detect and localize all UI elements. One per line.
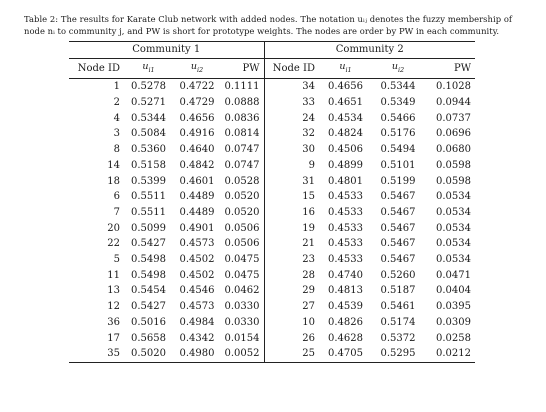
cell-node-id-c2: 19 [302, 222, 315, 234]
cell-u-i2-c1: 0.4573 [179, 301, 215, 313]
cell-pw-c2: 0.0258 [436, 332, 471, 344]
table-row [69, 283, 475, 299]
cell-pw-c2: 0.0534 [436, 206, 471, 218]
cell-node-id-c1: 3 [113, 128, 120, 140]
cell-node-id-c2: 21 [302, 238, 315, 250]
cell-u-i1-c2: 0.4533 [328, 238, 363, 250]
cell-u-i2-c1: 0.4342 [179, 332, 215, 344]
cell-node-id-c1: 36 [107, 316, 120, 328]
col-node-id-2: Node ID [264, 58, 319, 79]
cell-u-i1-c1: 0.5278 [131, 81, 166, 93]
cell-pw-c2: 0.0534 [436, 254, 471, 266]
cell-pw-c1: 0.0747 [221, 158, 264, 174]
table-row [69, 174, 475, 190]
cell-u-i2-c1: 0.4842 [179, 159, 215, 171]
cell-pw-c1: 0.0528 [221, 174, 264, 190]
cell-node-id-c1: 12 [107, 301, 120, 313]
cell-pw-c2: 0.0944 [436, 97, 471, 108]
cell-u-i2-c1: 0.4640 [179, 144, 215, 156]
cell-u-i1-c1: 0.5511 [131, 191, 166, 203]
cell-u-i1-c1: 0.5084 [131, 128, 166, 140]
cell-u-i1-c2: 0.4628 [328, 332, 363, 344]
cell-node-id-c2: 16 [302, 206, 315, 218]
cell-u-i1-c1: 0.5658 [131, 332, 166, 344]
cell-pw-c1: 0.0836 [221, 111, 264, 127]
cell-u-i2-c1: 0.4502 [179, 254, 215, 266]
cell-u-i2-c1: 0.4546 [179, 285, 215, 297]
cell-node-id-c1: 35 [69, 346, 124, 362]
table-row [69, 236, 475, 252]
table-row [69, 126, 475, 142]
cell-u-i2-c1: 0.4901 [179, 222, 215, 234]
cell-u-i2-c2: 0.5101 [380, 159, 416, 171]
cell-u-i1-c2: 0.4651 [328, 97, 363, 108]
cell-pw-c1: 0.0888 [221, 95, 264, 111]
cell-node-id-c1: 22 [107, 238, 120, 250]
cell-u-i1-c1: 0.5099 [131, 222, 166, 234]
col-u-i1-2: $u_{i1}$ [319, 58, 372, 79]
table-row [69, 142, 475, 158]
cell-node-id-c2: 33 [302, 97, 315, 108]
cell-u-i2-c1: 0.4656 [179, 112, 215, 124]
caption-line-2: node nᵢ to community j, and PW is short for prototype weights. The nodes are order by PW in each community. [24, 26, 500, 36]
cell-u-i1-c2: 0.4539 [328, 301, 363, 313]
cell-u-i1-c1: 0.5020 [124, 346, 173, 362]
cell-node-id-c2: 27 [302, 301, 315, 313]
cell-u-i1-c1: 0.5016 [131, 316, 166, 328]
cell-pw-c1: 0.0052 [221, 346, 264, 362]
cell-pw-c2: 0.0598 [436, 175, 471, 187]
cell-pw-c1: 0.0475 [221, 252, 264, 268]
cell-u-i2-c1: 0.4722 [179, 81, 215, 93]
caption-line-1: Table 2: The results for Karate Club network with added nodes. The notation uᵢⱼ denotes the fuzzy membership of [24, 14, 513, 24]
cell-pw-c1: 0.0462 [221, 283, 264, 299]
col-u-i1-1: $u_{i1}$ [124, 58, 173, 79]
cell-u-i2-c2: 0.5260 [380, 269, 416, 281]
cell-node-id-c2: 9 [308, 159, 315, 171]
table-row [69, 268, 475, 284]
cell-node-id-c1: 5 [113, 254, 120, 266]
cell-u-i1-c2: 0.4534 [328, 112, 363, 124]
table-row [69, 111, 475, 127]
cell-u-i1-c2: 0.4656 [328, 81, 363, 93]
cell-u-i2-c1: 0.4984 [179, 316, 215, 328]
cell-node-id-c1: 17 [107, 332, 120, 344]
cell-node-id-c1: 6 [113, 191, 120, 203]
cell-node-id-c2: 23 [302, 254, 315, 266]
cell-node-id-c2: 25 [264, 346, 319, 362]
cell-u-i2-c1: 0.4729 [179, 97, 215, 108]
cell-u-i1-c2: 0.4533 [328, 191, 363, 203]
cell-u-i2-c2: 0.5199 [380, 175, 416, 187]
table-row [69, 79, 475, 95]
cell-node-id-c2: 15 [302, 191, 315, 203]
cell-pw-c1: 0.0747 [221, 142, 264, 158]
cell-node-id-c2: 30 [302, 144, 315, 156]
cell-pw-c2: 0.0309 [436, 316, 471, 328]
cell-u-i2-c2: 0.5494 [380, 144, 416, 156]
cell-u-i1-c2: 0.4813 [328, 285, 363, 297]
cell-u-i1-c1: 0.5498 [131, 254, 166, 266]
cell-pw-c2: 0.0534 [436, 191, 471, 203]
results-table [69, 41, 475, 363]
cell-pw-c1: 0.0330 [221, 299, 264, 315]
cell-node-id-c1: 7 [113, 206, 120, 218]
cell-u-i1-c2: 0.4740 [328, 269, 363, 281]
cell-u-i1-c2: 0.4533 [328, 254, 363, 266]
cell-node-id-c1: 8 [113, 144, 120, 156]
community-2-header: Community 2 [264, 42, 475, 59]
cell-u-i1-c1: 0.5344 [131, 112, 166, 124]
cell-node-id-c2: 28 [302, 269, 315, 281]
cell-u-i1-c1: 0.5271 [131, 97, 166, 108]
table-row [69, 158, 475, 174]
cell-node-id-c2: 26 [302, 332, 315, 344]
cell-u-i1-c2: 0.4533 [328, 222, 363, 234]
cell-pw-c2: 0.0737 [436, 112, 471, 124]
table-row [69, 95, 475, 111]
table-row [69, 315, 475, 331]
community-1-header: Community 1 [69, 42, 264, 59]
cell-u-i1-c2: 0.4801 [328, 175, 363, 187]
cell-node-id-c2: 29 [302, 285, 315, 297]
cell-u-i1-c1: 0.5427 [131, 301, 166, 313]
cell-pw-c2: 0.0680 [436, 144, 471, 156]
cell-pw-c1: 0.0506 [221, 236, 264, 252]
cell-u-i1-c2: 0.4705 [319, 346, 372, 362]
cell-u-i1-c2: 0.4533 [328, 206, 363, 218]
table-row [69, 189, 475, 205]
col-u-i2-1: $u_{i2}$ [173, 58, 221, 79]
cell-u-i2-c2: 0.5466 [380, 112, 416, 124]
cell-u-i2-c2: 0.5349 [380, 97, 416, 108]
cell-node-id-c2: 32 [302, 128, 315, 140]
cell-pw-c1: 0.0814 [221, 126, 264, 142]
col-u-i2-2: $u_{i2}$ [372, 58, 424, 79]
cell-pw-c2: 0.0534 [436, 238, 471, 250]
cell-pw-c1: 0.1111 [221, 79, 264, 95]
cell-u-i2-c1: 0.4489 [179, 206, 215, 218]
cell-u-i2-c2: 0.5467 [380, 254, 416, 266]
cell-pw-c2: 0.0471 [436, 269, 471, 281]
cell-u-i2-c2: 0.5467 [380, 238, 416, 250]
cell-pw-c2: 0.0404 [436, 285, 471, 297]
cell-node-id-c1: 11 [107, 269, 120, 281]
cell-u-i2-c2: 0.5344 [380, 81, 416, 93]
cell-pw-c2: 0.0696 [436, 128, 471, 140]
cell-node-id-c1: 14 [107, 159, 120, 171]
cell-node-id-c2: 10 [302, 316, 315, 328]
cell-node-id-c2: 31 [302, 175, 315, 187]
table-row [69, 205, 475, 221]
table-row [69, 221, 475, 237]
cell-pw-c1: 0.0520 [221, 205, 264, 221]
table-row [69, 331, 475, 347]
col-pw-1: PW [221, 58, 264, 79]
col-pw-2: PW [424, 58, 475, 79]
cell-u-i2-c2: 0.5174 [380, 316, 416, 328]
table-row [69, 252, 475, 268]
cell-u-i2-c2: 0.5467 [380, 206, 416, 218]
cell-u-i1-c2: 0.4506 [328, 144, 363, 156]
cell-u-i2-c1: 0.4489 [179, 191, 215, 203]
cell-u-i1-c1: 0.5511 [131, 206, 166, 218]
table-row [69, 346, 475, 362]
table-row [69, 299, 475, 315]
cell-pw-c1: 0.0506 [221, 221, 264, 237]
table-body [69, 79, 475, 363]
cell-u-i2-c2: 0.5176 [380, 128, 416, 140]
cell-pw-c1: 0.0154 [221, 331, 264, 347]
cell-pw-c1: 0.0330 [221, 315, 264, 331]
cell-node-id-c1: 2 [113, 97, 120, 108]
cell-node-id-c1: 1 [113, 81, 120, 93]
cell-u-i2-c2: 0.5187 [380, 285, 416, 297]
cell-u-i2-c1: 0.4502 [179, 269, 215, 281]
table-caption [24, 13, 524, 37]
cell-u-i1-c1: 0.5454 [131, 285, 166, 297]
cell-u-i2-c1: 0.4573 [179, 238, 215, 250]
cell-u-i2-c2: 0.5467 [380, 222, 416, 234]
cell-node-id-c1: 18 [107, 175, 120, 187]
cell-pw-c2: 0.0395 [436, 301, 471, 313]
cell-u-i1-c1: 0.5158 [131, 159, 166, 171]
cell-u-i2-c1: 0.4916 [179, 128, 215, 140]
cell-pw-c2: 0.1028 [436, 81, 471, 93]
cell-pw-c2: 0.0534 [436, 222, 471, 234]
cell-u-i2-c1: 0.4601 [179, 175, 215, 187]
cell-u-i1-c1: 0.5427 [131, 238, 166, 250]
cell-u-i1-c2: 0.4826 [328, 316, 363, 328]
cell-node-id-c2: 24 [302, 112, 315, 124]
cell-u-i2-c2: 0.5295 [372, 346, 424, 362]
col-node-id-1: Node ID [69, 58, 124, 79]
cell-u-i1-c1: 0.5498 [131, 269, 166, 281]
cell-pw-c2: 0.0212 [424, 346, 475, 362]
cell-u-i2-c2: 0.5461 [380, 301, 416, 313]
cell-node-id-c1: 4 [113, 112, 120, 124]
cell-node-id-c1: 20 [107, 222, 120, 234]
cell-u-i1-c2: 0.4899 [328, 159, 363, 171]
cell-node-id-c2: 34 [302, 81, 315, 93]
cell-u-i1-c2: 0.4824 [328, 128, 363, 140]
cell-u-i2-c1: 0.4980 [173, 346, 221, 362]
cell-pw-c1: 0.0520 [221, 189, 264, 205]
cell-node-id-c1: 13 [107, 285, 120, 297]
cell-pw-c2: 0.0598 [436, 159, 471, 171]
cell-u-i1-c1: 0.5399 [131, 175, 166, 187]
cell-pw-c1: 0.0475 [221, 268, 264, 284]
cell-u-i1-c1: 0.5360 [131, 144, 166, 156]
cell-u-i2-c2: 0.5372 [380, 332, 416, 344]
cell-u-i2-c2: 0.5467 [380, 191, 416, 203]
